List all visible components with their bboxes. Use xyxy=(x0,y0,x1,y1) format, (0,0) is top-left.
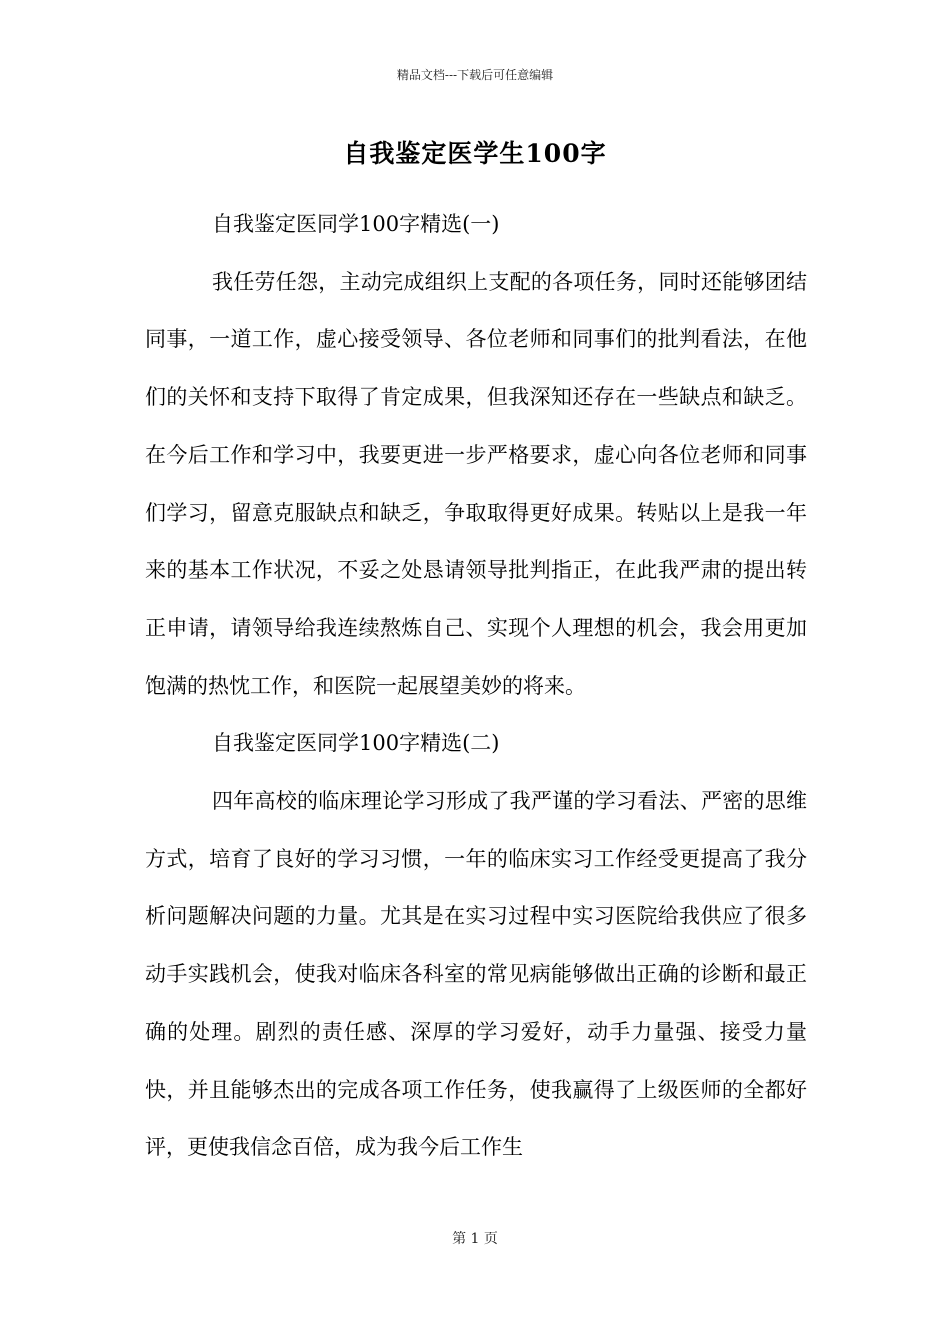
section-paragraph-1: 我任劳任怨，主动完成组织上支配的各项任务，同时还能够团结同事，一道工作，虚心接受领导、各位老师和同事们的批判看法，在他们的关怀和支持下取得了肯定成果，但我深知还存在一些缺点和缺乏。在今后工作和学习中，我要更进一步严格要求，虚心向各位老师和同事们学习，留意克服缺点和缺乏，争取取得更好成果。转贴以上是我一年来的基本工作状况，不妥之处恳请领导批判指正，在此我严肃的提出转正申请，请领导给我连续熬炼自己、实现个人理想的机会，我会用更加饱满的热忱工作，和医院一起展望美妙的将来。 xyxy=(145,269,807,698)
page-number: 第 1 页 xyxy=(452,1231,498,1247)
document-body xyxy=(145,196,807,1177)
section-heading-2: 自我鉴定医同学100字精选(二) xyxy=(212,731,500,756)
section-paragraph-2: 四年高校的临床理论学习形成了我严谨的学习看法、严密的思维方式，培育了良好的学习习惯，一年的临床实习工作经受更提高了我分析问题解决问题的力量。尤其是在实习过程中实习医院给我供应了很多动手实践机会，使我对临床各科室的常见病能够做出正确的诊断和最正确的处理。剧烈的责任感、深厚的学习爱好，动手力量强、接受力量快，并且能够杰出的完成各项工作任务，使我赢得了上级医师的全都好评，更使我信念百倍，成为我今后工作生 xyxy=(145,789,807,1160)
document-title: 自我鉴定医学生100字 xyxy=(343,139,607,168)
section-heading-1: 自我鉴定医同学100字精选(一) xyxy=(212,212,500,236)
header-note: 精品文档---下载后可任意编辑 xyxy=(396,68,554,82)
